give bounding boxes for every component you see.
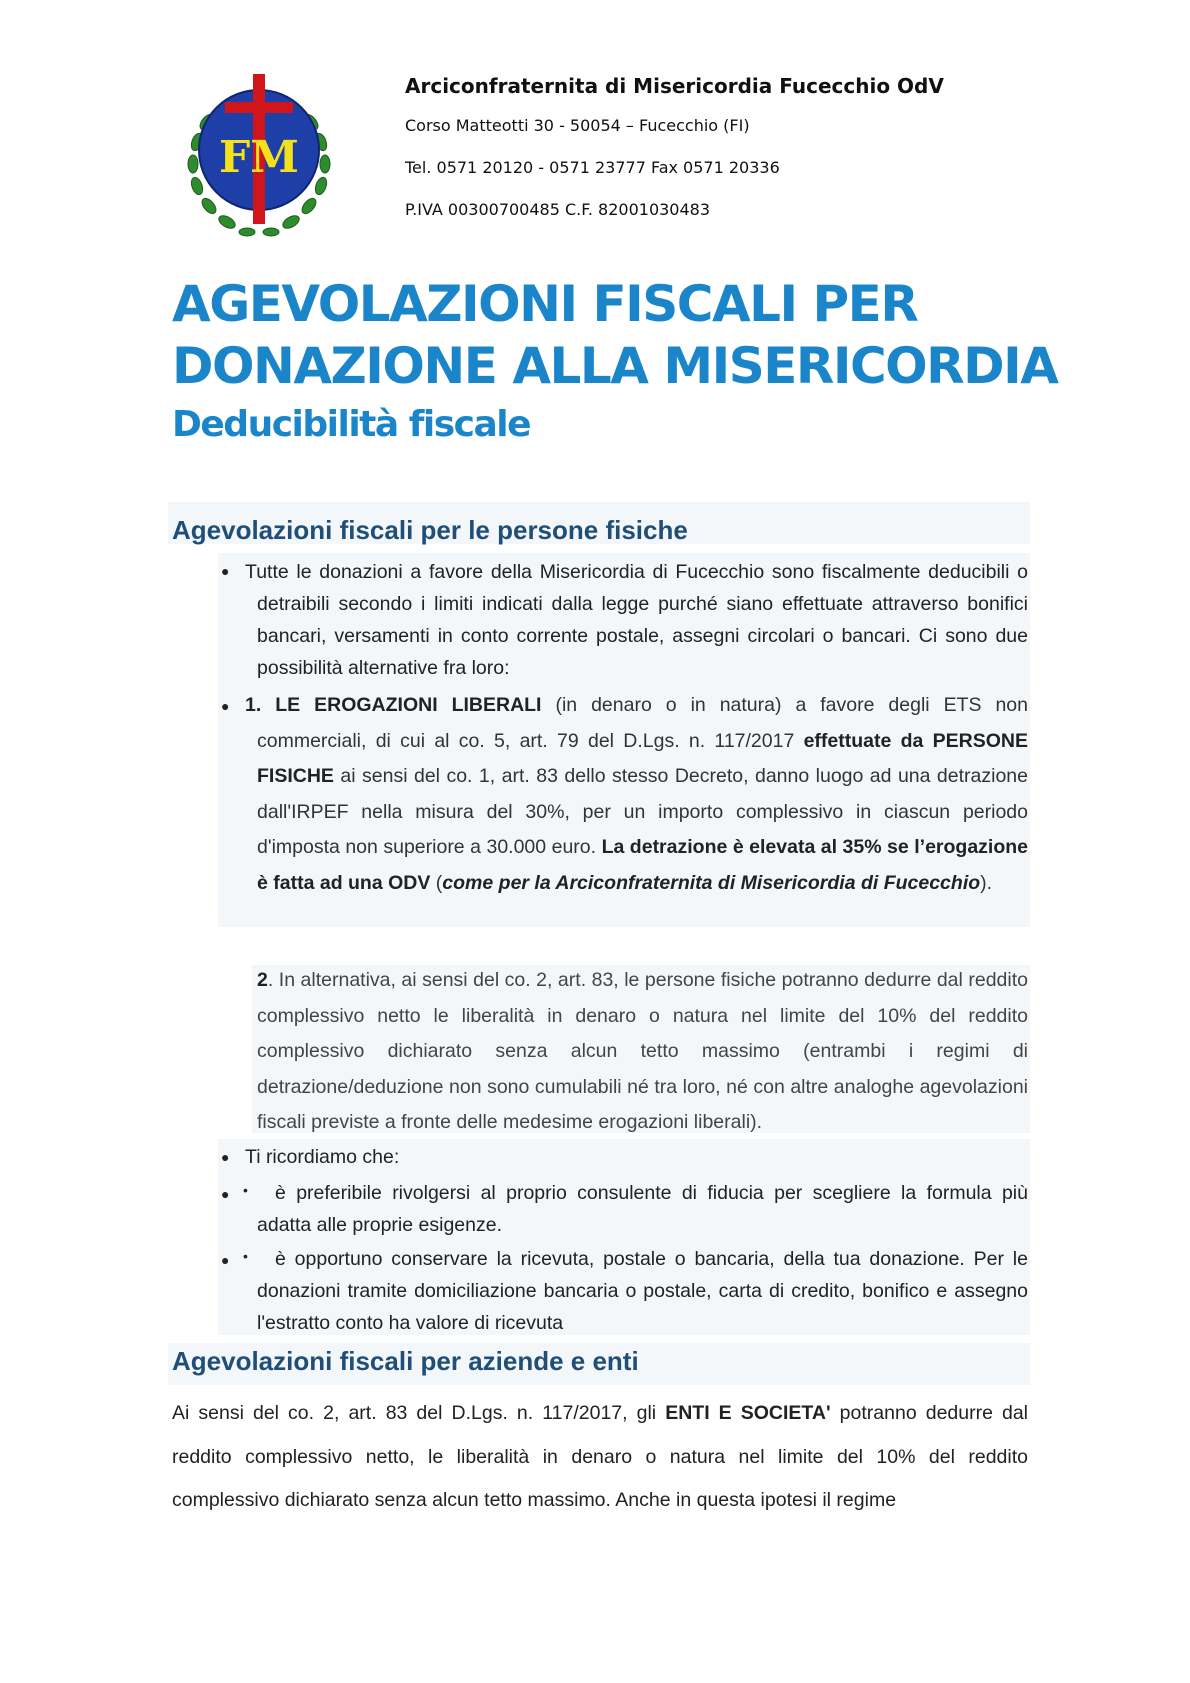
reminder-text: Ti ricordiamo che: <box>245 1146 400 1168</box>
bullet-dot: ● <box>221 698 230 714</box>
item1-lead: 1. LE EROGAZIONI LIBERALI <box>245 694 542 716</box>
erogazioni-liberali-paragraph: 1. LE EROGAZIONI LIBERALI (in denaro o in natura) a favore degli ETS non commerciali, di cui al co. 5, art. 79 del D.Lgs. n. 117/2017 effettuate da PERSONE FISICHE ai sensi del co. 1, art. 83 dello stesso Decreto, danno luogo ad una detrazione dall'IRPEF nella misura del 30%, per un importo complessivo in ciascun periodo d'imposta non superiore a 30.000 euro. La detrazione è elevata al 35% se l’erogazione è fatta ad una ODV (come per la Arciconfraternita di Misericordia di Fucecchio). <box>245 694 1029 894</box>
sub-bullet-dot: • <box>243 1182 248 1198</box>
page-subtitle: Deducibilità fiscale <box>172 404 531 445</box>
section-heading-persone-fisiche: Agevolazioni fiscali per le persone fisiche <box>172 515 688 545</box>
organization-address: Corso Matteotti 30 - 50054 – Fucecchio (FI) <box>405 116 750 135</box>
misericordia-logo <box>175 72 343 240</box>
page-title <box>172 273 1072 397</box>
title-line-1: AGEVOLAZIONI FISCALI PER <box>172 275 918 333</box>
aziende-paragraph: Ai sensi del co. 2, art. 83 del D.Lgs. n. 117/2017, gli ENTI E SOCIETA' potranno dedurre dal reddito complessivo netto, le liberalità in denaro o natura nel limite del 10% del reddito complessivo dichiarato senza alcun tetto massimo. Anche in questa ipotesi il regime <box>172 1402 1029 1511</box>
bullet-dot: ● <box>221 563 230 579</box>
section-heading-aziende-enti: Agevolazioni fiscali per aziende e enti <box>172 1346 639 1376</box>
bullet-dot: ● <box>221 1252 230 1268</box>
organization-phone: Tel. 0571 20120 - 0571 23777 Fax 0571 20336 <box>405 158 780 177</box>
organization-vat: P.IVA 00300700485 C.F. 82001030483 <box>405 200 711 219</box>
organization-name: Arciconfraternita di Misericordia Fucecchio OdV <box>405 74 944 98</box>
organization-info <box>405 70 944 228</box>
alternative-paragraph: 2. In alternativa, ai sensi del co. 2, art. 83, le persone fisiche potranno dedurre dal reddito complessivo netto le liberalità in denaro o natura nel limite del 10% del reddito complessivo dichiarato senza alcun tetto massimo (entrambi i regimi di detrazione/deduzione non sono cumulabili né tra loro, né con altre analoghe agevolazioni fiscali previste a fronte delle medesime erogazioni liberali). <box>257 969 1028 1133</box>
bullet-dot: ● <box>221 1149 230 1165</box>
reminder-item-1: è preferibile rivolgersi al proprio consulente di fiducia per scegliere la formula più adatta alle proprie esigenze. <box>257 1182 1028 1236</box>
logo-letters: FM <box>219 132 299 183</box>
reminder-item-2: è opportuno conservare la ricevuta, postale o bancaria, della tua donazione. Per le donazioni tramite domiciliazione bancaria o postale, carta di credito, bonifico e assegno l'estratto conto ha valore di ricevuta <box>257 1248 1028 1334</box>
intro-paragraph: Tutte le donazioni a favore della Misericordia di Fucecchio sono fiscalmente deducibili o detraibili secondo i limiti indicati dalla legge purché siano effettuate attraverso bonifici bancari, versamenti in conto corrente postale, assegni circolari o bancari. Ci sono due possibilità alternative fra loro: <box>245 561 1028 679</box>
title-line-2: DONAZIONE ALLA MISERICORDIA <box>172 337 1058 395</box>
sub-bullet-dot: • <box>243 1248 248 1264</box>
bullet-dot: ● <box>221 1186 230 1202</box>
